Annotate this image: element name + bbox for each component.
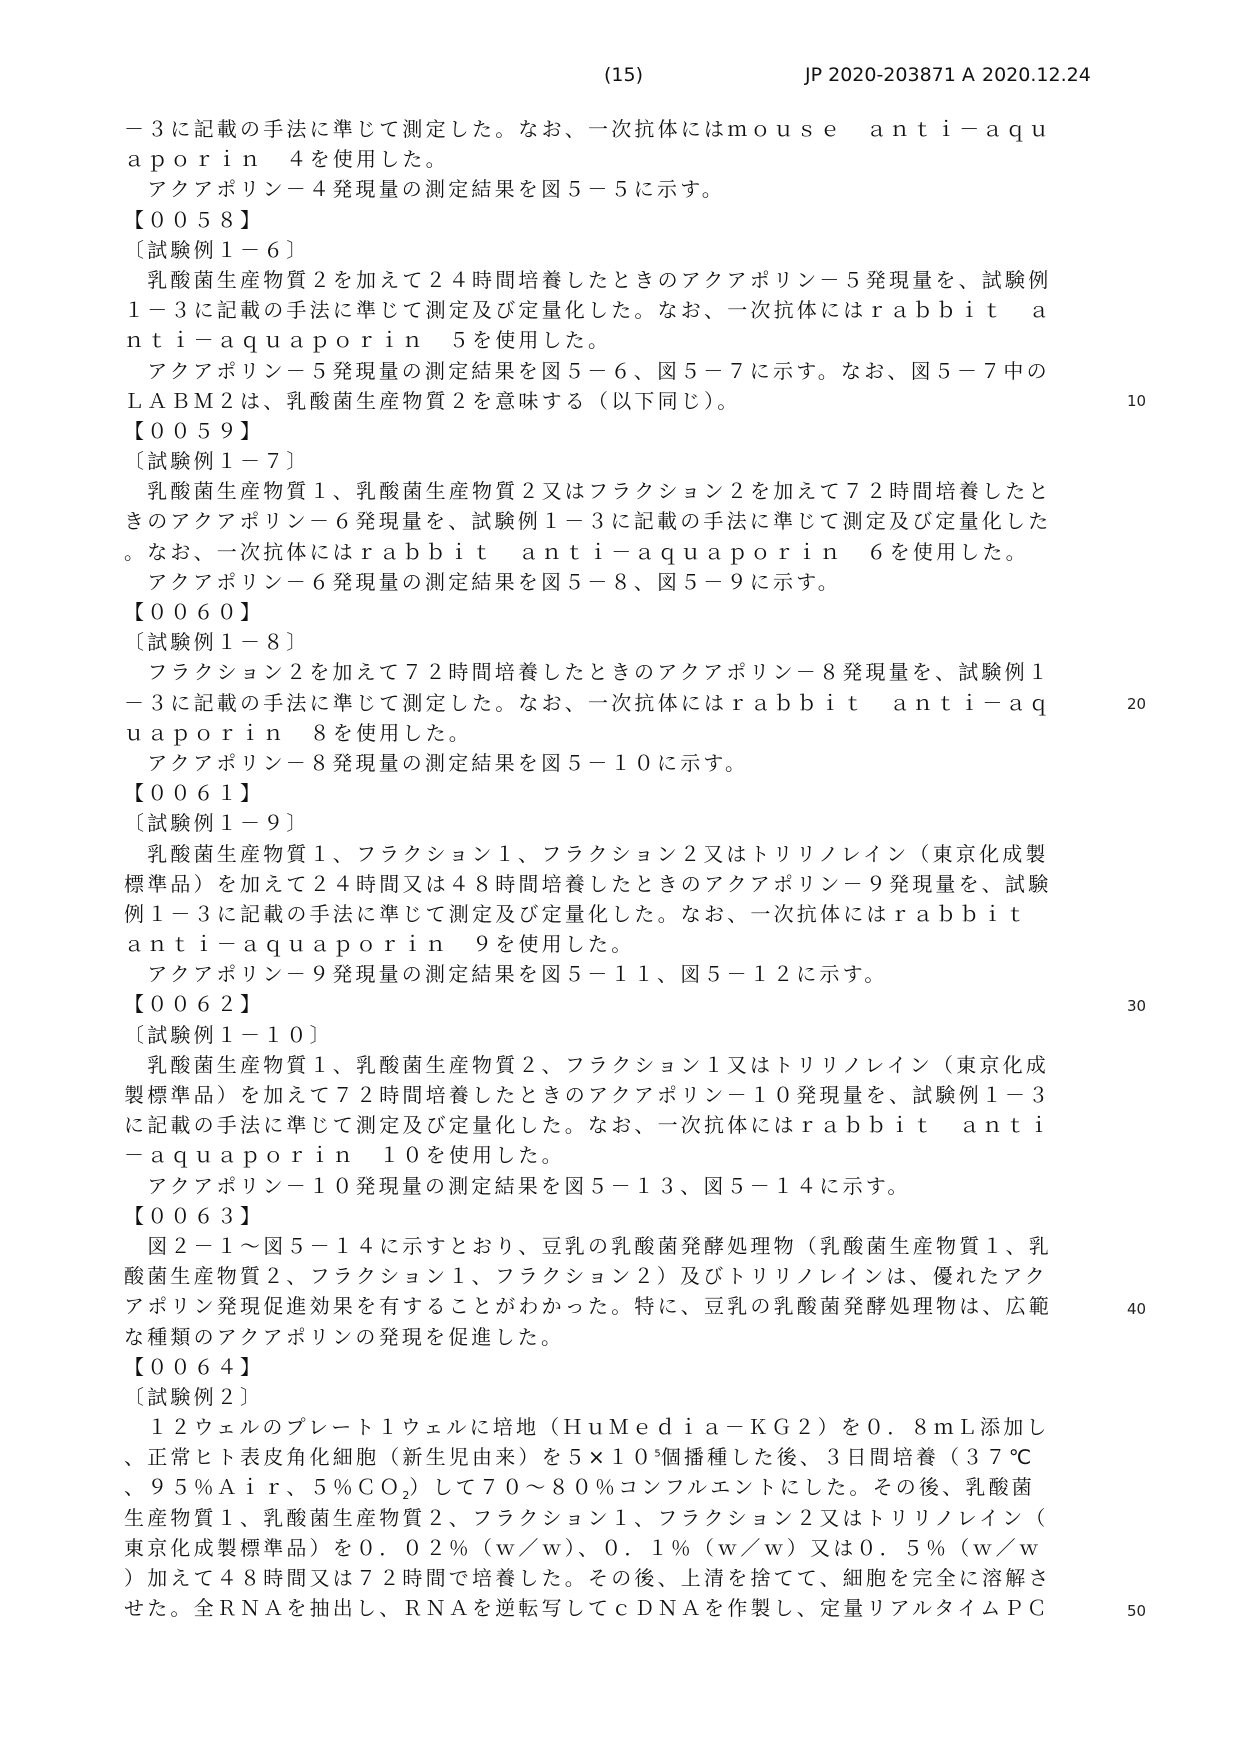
text-line: 例１－３に記載の手法に準じて測定及び定量化した。なお、一次抗体にはｒａｂｂｉｔ bbox=[124, 901, 1029, 926]
text-line: アクアポリン－５発現量の測定結果を図５－６、図５－７に示す。なお、図５－７中の bbox=[124, 358, 1050, 383]
text-line bbox=[124, 1442, 1079, 1472]
paragraph-number: 【００６０】 bbox=[124, 600, 264, 624]
text-line: 酸菌生産物質２、フラクション１、フラクション２）及びトリリノレインは、優れたアク bbox=[124, 1264, 1048, 1289]
text-line: アクアポリン－６発現量の測定結果を図５－８、図５－９に示す。 bbox=[124, 569, 841, 594]
text-line: １２ウェルのプレート１ウェルに培地（ＨｕＭｅｄｉａ－ＫＧ２）を０．８ｍＬ添加し bbox=[124, 1415, 1050, 1440]
subscript: 2 bbox=[402, 1489, 410, 1503]
paragraph-number: 【００６１】 bbox=[124, 781, 264, 806]
text-line: ｎｔｉ－ａｑｕａｐｏｒｉｎ ５を使用した。 bbox=[124, 328, 612, 353]
paragraph-number: 【００６２】 bbox=[124, 992, 264, 1017]
text-line: ＬＡＢＭ２は、乳酸菌生産物質２を意味する（以下同じ）。 bbox=[124, 388, 741, 413]
text-line: に記載の手法に準じて測定及び定量化した。なお、一次抗体にはｒａｂｂｉｔ ａｎｔｉ bbox=[124, 1113, 1052, 1138]
text-line: アクアポリン－９発現量の測定結果を図５－１１、図５－１２に示す。 bbox=[124, 962, 888, 987]
line-marker: 50 bbox=[1127, 1602, 1147, 1620]
text-line: 乳酸菌生産物質１、乳酸菌生産物質２又はフラクション２を加えて７２時間培養したと bbox=[124, 479, 1052, 504]
text-segment: 、９５％Ａｉｒ、５％ＣＯ bbox=[124, 1475, 403, 1500]
text-line: －ａｑｕａｐｏｒｉｎ １０を使用した。 bbox=[124, 1143, 565, 1168]
paragraph-number: 【００６４】 bbox=[124, 1354, 264, 1379]
publication-date: 2020.12.24 bbox=[982, 64, 1091, 86]
line-marker: 20 bbox=[1127, 695, 1147, 713]
page-number: (15) bbox=[604, 64, 644, 86]
text-segment: 、正常ヒト表皮角化細胞（新生児由来）を５×１０ bbox=[124, 1445, 655, 1470]
publication-id: JP 2020-203871 A bbox=[805, 64, 975, 86]
line-marker: 40 bbox=[1127, 1300, 1147, 1318]
text-line: せた。全ＲＮＡを抽出し、ＲＮＡを逆転写してｃＤＮＡを作製し、定量リアルタイムＰＣ bbox=[124, 1596, 1050, 1621]
text-line: 乳酸菌生産物質１、フラクション１、フラクション２又はトリリノレイン（東京化成製 bbox=[124, 841, 1049, 866]
text-line: 乳酸菌生産物質１、乳酸菌生産物質２、フラクション１又はトリリノレイン（東京化成 bbox=[124, 1052, 1049, 1077]
section-heading: 〔試験例１－６〕 bbox=[124, 237, 310, 262]
paragraph-number: 【００６３】 bbox=[124, 1203, 264, 1228]
section-heading: 〔試験例１－８〕 bbox=[124, 630, 310, 655]
text-line: －３に記載の手法に準じて測定した。なお、一次抗体にはｒａｂｂｉｔ ａｎｔｉ－ａｑ bbox=[124, 690, 1052, 715]
text-line: 東京化成製標準品）を０．０２％（ｗ／ｗ）、０．１％（ｗ／ｗ）又は０．５％（ｗ／ｗ bbox=[124, 1535, 1042, 1560]
paragraph-number: 【００５８】 bbox=[124, 207, 264, 232]
text-line: ａｐｏｒｉｎ ４を使用した。 bbox=[124, 147, 449, 172]
text-segment: 個播種した後、３日間培養（３７℃ bbox=[660, 1445, 1035, 1470]
text-line: フラクション２を加えて７２時間培養したときのアクアポリン－８発現量を、試験例１ bbox=[124, 660, 1051, 685]
text-line bbox=[124, 1472, 1079, 1502]
section-heading: 〔試験例１－１０〕 bbox=[124, 1022, 333, 1047]
section-heading: 〔試験例１－９〕 bbox=[124, 811, 310, 836]
document-body bbox=[124, 114, 1079, 1623]
text-line: 乳酸菌生産物質２を加えて２４時間培養したときのアクアポリン－５発現量を、試験例 bbox=[124, 267, 1052, 292]
text-line: 標準品）を加えて２４時間又は４８時間培養したときのアクアポリン－９発現量を、試験 bbox=[124, 871, 1052, 896]
text-segment: ）して７０～８０％コンフルエントにした。その後、乳酸菌 bbox=[409, 1475, 1036, 1500]
text-line: アポリン発現促進効果を有することがわかった。特に、豆乳の乳酸菌発酵処理物は、広範 bbox=[124, 1294, 1052, 1319]
section-heading: 〔試験例１－７〕 bbox=[124, 449, 310, 474]
text-line: な種類のアクアポリンの発現を促進した。 bbox=[124, 1324, 565, 1349]
paragraph-number: 【００５９】 bbox=[124, 418, 264, 443]
superscript: 5 bbox=[654, 1448, 661, 1460]
text-line: ｕａｐｏｒｉｎ ８を使用した。 bbox=[124, 720, 472, 745]
text-line: ａｎｔｉ－ａｑｕａｐｏｒｉｎ ９を使用した。 bbox=[124, 932, 635, 957]
text-line: １－３に記載の手法に準じて測定及び定量化した。なお、一次抗体にはｒａｂｂｉｔ ａ bbox=[124, 298, 1052, 323]
text-line: アクアポリン－４発現量の測定結果を図５－５に示す。 bbox=[124, 177, 725, 202]
line-marker: 10 bbox=[1127, 392, 1147, 410]
text-line: アクアポリン－８発現量の測定結果を図５－１０に示す。 bbox=[124, 750, 749, 775]
text-line: 生産物質１、乳酸菌生産物質２、フラクション１、フラクション２又はトリリノレイン（ bbox=[124, 1505, 1049, 1530]
text-line: 。なお、一次抗体にはｒａｂｂｉｔ ａｎｔｉ－ａｑｕａｐｏｒｉｎ ６を使用した。 bbox=[124, 539, 1029, 564]
page-header bbox=[0, 64, 1240, 94]
section-heading: 〔試験例２〕 bbox=[124, 1384, 264, 1409]
text-line: －３に記載の手法に準じて測定した。なお、一次抗体にはｍｏｕｓｅ ａｎｔｉ－ａｑｕ bbox=[124, 117, 1052, 141]
text-line: 製標準品）を加えて７２時間培養したときのアクアポリン－１０発現量を、試験例１－３ bbox=[124, 1083, 1052, 1107]
text-line: きのアクアポリン－６発現量を、試験例１－３に記載の手法に準じて測定及び定量化した bbox=[124, 509, 1052, 534]
text-line: ）加えて４８時間又は７２時間で培養した。その後、上清を捨てて、細胞を完全に溶解さ bbox=[124, 1566, 1052, 1590]
line-marker: 30 bbox=[1127, 997, 1147, 1015]
text-line: アクアポリン－１０発現量の測定結果を図５－１３、図５－１４に示す。 bbox=[124, 1173, 911, 1198]
text-line: 図２－１～図５－１４に示すとおり、豆乳の乳酸菌発酵処理物（乳酸菌生産物質１、乳 bbox=[124, 1233, 1052, 1258]
